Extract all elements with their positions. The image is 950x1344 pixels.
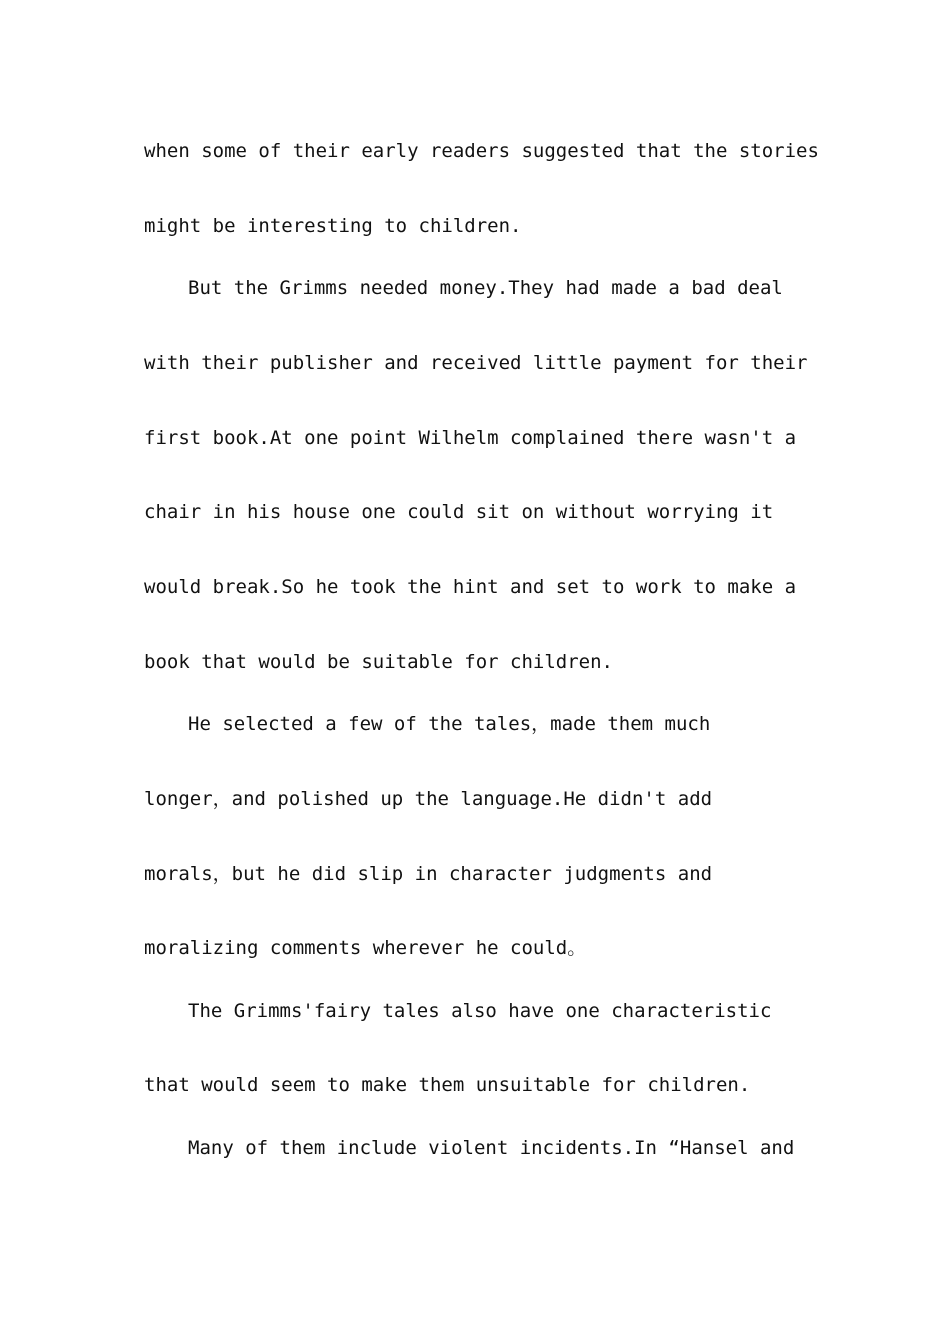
text-line: when some of their early readers suggested that the stories	[144, 140, 819, 162]
text-line: chair in his house one could sit on without worrying it	[144, 501, 774, 523]
text-line: longer，and polished up the language.He didn't add	[144, 788, 713, 810]
text-line: that would seem to make them unsuitable for children.	[144, 1074, 751, 1096]
text-line: with their publisher and received little payment for their	[144, 352, 808, 374]
paragraph-start-line: The Grimms'fairy tales also have one characteristic	[188, 1000, 772, 1022]
paragraph-start-line: He selected a few of the tales，made them much	[188, 713, 711, 735]
text-line: first book.At one point Wilhelm complained there wasn't a	[144, 427, 797, 449]
text-line: book that would be suitable for children.	[144, 651, 613, 673]
paragraph-start-line: But the Grimms needed money.They had made a bad deal	[188, 277, 783, 299]
text-line: might be interesting to children.	[144, 215, 522, 237]
paragraph-start-line: Many of them include violent incidents.In “Hansel and	[188, 1137, 795, 1159]
text-line: moralizing comments wherever he could。	[144, 937, 587, 959]
text-line: morals，but he did slip in character judgments and	[144, 863, 713, 885]
text-line: would break.So he took the hint and set to work to make a	[144, 576, 797, 598]
